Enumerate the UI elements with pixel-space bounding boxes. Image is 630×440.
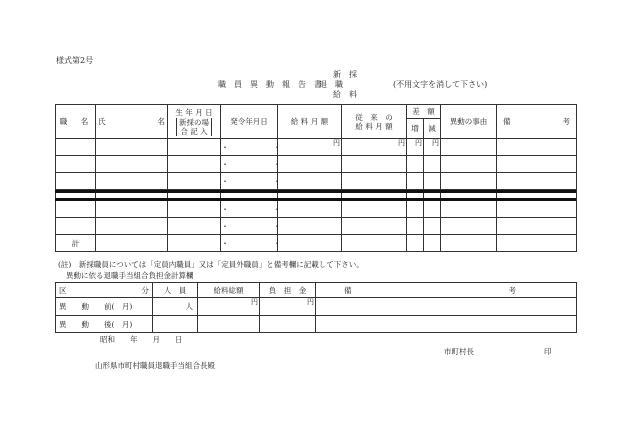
cell-increase[interactable]: [407, 201, 424, 218]
cell-name[interactable]: [96, 201, 168, 218]
cell-reason[interactable]: [441, 235, 497, 252]
row-label-after: 異 動 後( 月): [56, 316, 153, 333]
header-name: 氏 名: [96, 105, 168, 139]
cell-previous-salary[interactable]: [342, 201, 407, 218]
cell-decrease[interactable]: [424, 235, 441, 252]
cell-increase[interactable]: [407, 156, 424, 173]
title-retirement: 退 職: [319, 80, 343, 89]
cell-effective-date[interactable]: ・ ・: [221, 235, 278, 252]
cell-decrease[interactable]: [424, 156, 441, 173]
cell-remarks[interactable]: [316, 298, 577, 316]
form-number: 様式第2号: [56, 56, 94, 65]
date-line: 昭和 年 月 日: [100, 335, 183, 344]
cell-name[interactable]: [96, 218, 168, 235]
cell-effective-date[interactable]: ・ ・: [221, 201, 278, 218]
cell-increase[interactable]: 円: [407, 139, 424, 156]
cell-post[interactable]: [56, 201, 96, 218]
header-salary-total: 給料総額: [198, 283, 260, 298]
cell-reason[interactable]: [441, 173, 497, 190]
note-line: (註) 新採職員については「定員内職員」又は「定員外職員」と備考欄に記載して下さい。: [58, 260, 364, 269]
cell-burden-before[interactable]: 円: [260, 298, 316, 316]
cell-effective-date[interactable]: ・ ・: [221, 156, 278, 173]
cell-remarks[interactable]: [497, 218, 577, 235]
table-row-before: [56, 298, 577, 316]
cell-name[interactable]: [96, 156, 168, 173]
title-line-3: 給 料: [333, 90, 357, 99]
header-increase: 増: [407, 119, 424, 139]
cell-remarks[interactable]: [497, 235, 577, 252]
cell-decrease[interactable]: [424, 173, 441, 190]
cell-increase[interactable]: [407, 235, 424, 252]
table-row: [56, 218, 577, 235]
table-row-after: [56, 316, 577, 333]
header-decrease: 減: [424, 119, 441, 139]
cell-previous-salary[interactable]: [342, 156, 407, 173]
table-row: [56, 201, 577, 218]
cell-birthdate[interactable]: [168, 218, 221, 235]
cell-reason[interactable]: [441, 139, 497, 156]
table-row: [56, 139, 577, 156]
title-note: (不用文字を消して下さい): [393, 80, 488, 89]
total-label: 計: [56, 235, 96, 252]
header-headcount: 人 員: [153, 283, 198, 298]
cell-headcount-after[interactable]: [153, 316, 198, 333]
cell-remarks[interactable]: [497, 173, 577, 190]
cell-name[interactable]: [96, 173, 168, 190]
cell-decrease[interactable]: 円: [424, 139, 441, 156]
cell-reason[interactable]: [441, 156, 497, 173]
cell-salary-total-before[interactable]: 円: [198, 298, 260, 316]
signer-label: 市町村長: [444, 347, 474, 356]
cell-previous-salary[interactable]: 円: [342, 139, 407, 156]
cell-previous-salary[interactable]: [342, 218, 407, 235]
cell-birthdate[interactable]: [168, 201, 221, 218]
cell-effective-date[interactable]: ・ ・: [221, 218, 278, 235]
cell-remarks[interactable]: [497, 201, 577, 218]
cell-burden-after[interactable]: [260, 316, 316, 333]
cell-birthdate[interactable]: [168, 173, 221, 190]
header-class: 区 分: [56, 283, 153, 298]
header-salary: 給 料 月 額: [278, 105, 342, 139]
table-row: [56, 156, 577, 173]
header-remarks: 備 考: [316, 283, 577, 298]
header-difference: 差 額: [407, 105, 441, 119]
cell-remarks[interactable]: [497, 156, 577, 173]
header-burden: 負 担 金: [260, 283, 316, 298]
seal-mark: 印: [544, 347, 552, 356]
header-post: 職 名: [56, 105, 96, 139]
table-row: [56, 173, 577, 190]
header-previous-salary: 従 来 の 給 料 月 額: [342, 105, 407, 139]
separator-rule-top: [55, 190, 576, 193]
cell-post[interactable]: [56, 218, 96, 235]
header-reason: 異動の事由: [441, 105, 497, 139]
table-total-row: [56, 235, 577, 252]
row-label-before: 異 動 前( 月): [56, 298, 153, 316]
cell-salary[interactable]: 円: [278, 139, 342, 156]
header-effective-date: 発令年月日: [221, 105, 278, 139]
cell-effective-date[interactable]: ・ ・: [221, 173, 278, 190]
cell-post[interactable]: [56, 139, 96, 156]
burden-calculation-table: [55, 282, 577, 333]
cell-salary-total-after[interactable]: [198, 316, 260, 333]
cell-reason[interactable]: [441, 218, 497, 235]
cell-reason[interactable]: [441, 201, 497, 218]
title-line-1: 新 採: [333, 70, 357, 79]
cell-birthdate[interactable]: [168, 235, 221, 252]
cell-post[interactable]: [56, 173, 96, 190]
cell-previous-salary[interactable]: [342, 235, 407, 252]
separator-rule-bottom: [55, 198, 576, 201]
cell-effective-date[interactable]: ・ ・: [221, 139, 278, 156]
cell-increase[interactable]: [407, 218, 424, 235]
transfer-report-table: [55, 104, 577, 252]
header-remarks: 備 考: [497, 105, 577, 139]
cell-name[interactable]: [96, 235, 168, 252]
burden-table-title: 異動に依る退職手当組合負担金計算欄: [66, 271, 194, 280]
cell-remarks[interactable]: [316, 316, 577, 333]
cell-decrease[interactable]: [424, 201, 441, 218]
cell-decrease[interactable]: [424, 218, 441, 235]
cell-increase[interactable]: [407, 173, 424, 190]
document-title: 職 員 異 動 報 告 書: [218, 80, 322, 89]
cell-birthdate[interactable]: [168, 156, 221, 173]
cell-name[interactable]: [96, 139, 168, 156]
cell-headcount-before[interactable]: 人: [153, 298, 198, 316]
header-birthdate: 生 年 月 日 新採の場 合 記 入: [168, 105, 221, 139]
cell-birthdate[interactable]: [168, 139, 221, 156]
cell-previous-salary[interactable]: [342, 173, 407, 190]
recipient: 山形県市町村職員退職手当組合長殿: [95, 361, 215, 370]
cell-post[interactable]: [56, 156, 96, 173]
cell-remarks[interactable]: [497, 139, 577, 156]
